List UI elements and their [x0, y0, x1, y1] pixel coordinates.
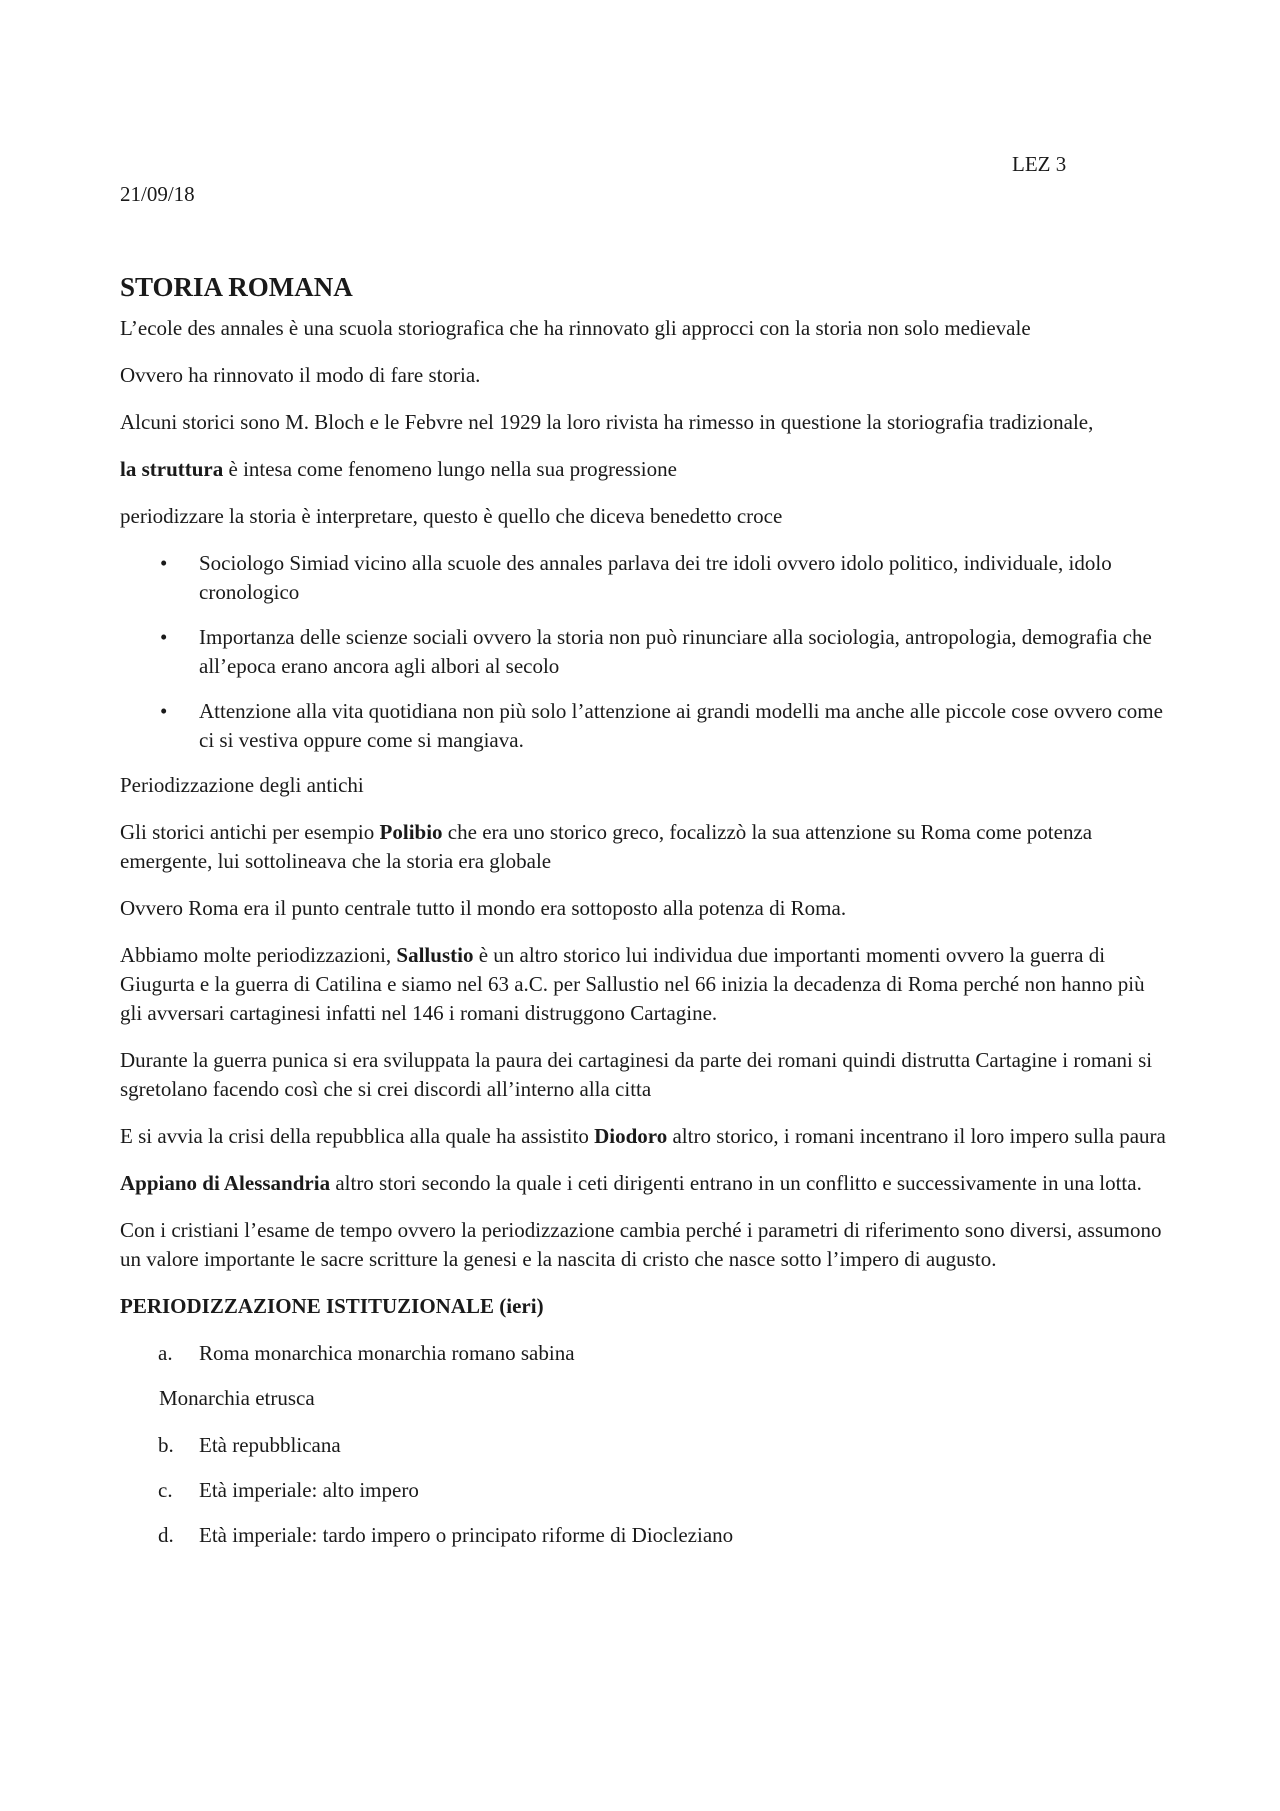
- paragraph-text: E si avvia la crisi della repubblica alla quale ha assistito: [120, 1124, 595, 1148]
- list-item-text: Attenzione alla vita quotidiana non più solo l’attenzione ai grandi modelli ma anche alle piccole cose ovvero come ci si vestiva oppure come si mangiava.: [199, 699, 1163, 752]
- bold-term: Sallustio: [396, 943, 474, 967]
- list-item: [120, 1521, 1170, 1550]
- paragraph: [120, 455, 1170, 484]
- paragraph: [120, 818, 1170, 876]
- paragraph-text: altro stori secondo la quale i ceti dirigenti entrano in un conflitto e successivamente in una lotta.: [330, 1171, 1142, 1195]
- document-body: [120, 270, 1170, 1566]
- list-item-text: Roma monarchica monarchia romano sabina: [199, 1341, 575, 1365]
- lesson-label: LEZ 3: [1012, 152, 1067, 176]
- bullet-icon: •: [160, 699, 168, 723]
- paragraph-text: che era uno storico greco, focalizzò la sua attenzione su Roma come potenza emergente, lui sottolineava che la storia era globale: [120, 820, 1093, 873]
- paragraph-text: Gli storici antichi per esempio: [120, 820, 380, 844]
- section-title: PERIODIZZAZIONE ISTITUZIONALE (ieri): [120, 1294, 544, 1318]
- paragraph-text: è intesa come fenomeno lungo nella sua progressione: [223, 457, 677, 481]
- bold-term: Appiano di Alessandria: [120, 1171, 331, 1195]
- paragraph: L’ecole des annales è una scuola storiografica che ha rinnovato gli approcci con la storia non solo medievale: [120, 316, 1031, 340]
- paragraph: [120, 1169, 1170, 1198]
- list-item: [120, 623, 1170, 681]
- bullet-icon: •: [160, 625, 168, 649]
- bullet-list: [120, 549, 1170, 755]
- list-item-text: Età imperiale: tardo impero o principato riforme di Diocleziano: [199, 1523, 734, 1547]
- paragraph: [120, 941, 1170, 1028]
- paragraph: Durante la guerra punica si era sviluppata la paura dei cartaginesi da parte dei romani quindi distrutta Cartagine i romani si sgretolano facendo così che si crei discordi all’interno alla citta: [120, 1048, 1153, 1101]
- paragraph: Ovvero Roma era il punto centrale tutto il mondo era sottoposto alla potenza di Roma.: [120, 896, 847, 920]
- list-marker: b.: [158, 1433, 174, 1457]
- bold-term: la struttura: [120, 457, 224, 481]
- bold-term: Polibio: [379, 820, 443, 844]
- bullet-icon: •: [160, 551, 168, 575]
- list-marker: a.: [158, 1341, 173, 1365]
- list-item-text: Età imperiale: alto impero: [199, 1478, 419, 1502]
- sub-item: Monarchia etrusca: [159, 1386, 315, 1410]
- page-title: STORIA ROMANA: [120, 272, 353, 302]
- list-item: [120, 697, 1170, 755]
- paragraph: Con i cristiani l’esame de tempo ovvero la periodizzazione cambia perché i parametri di riferimento sono diversi, assumono un valore importante le sacre scritture la genesi e la nascita di cristo che nasce sotto l’impero di augusto.: [120, 1218, 1162, 1271]
- list-item: [120, 1339, 1170, 1368]
- bold-term: Diodoro: [594, 1124, 668, 1148]
- list-item: [120, 1476, 1170, 1505]
- list-item-text: Importanza delle scienze sociali ovvero la storia non può rinunciare alla sociologia, antropologia, demografia che all’epoca erano ancora agli albori al secolo: [199, 625, 1152, 678]
- paragraph: [120, 1122, 1170, 1151]
- paragraph: periodizzare la storia è interpretare, questo è quello che diceva benedetto croce: [120, 504, 783, 528]
- paragraph: Alcuni storici sono M. Bloch e le Febvre nel 1929 la loro rivista ha rimesso in questione la storiografia tradizionale,: [120, 410, 1094, 434]
- list-item-text: Età repubblicana: [199, 1433, 341, 1457]
- list-marker: d.: [158, 1523, 174, 1547]
- period-list: [120, 1431, 1170, 1550]
- list-marker: c.: [158, 1478, 173, 1502]
- list-item: [120, 1431, 1170, 1460]
- paragraph: Ovvero ha rinnovato il modo di fare storia.: [120, 363, 481, 387]
- list-item: [120, 549, 1170, 607]
- date-label: 21/09/18: [120, 182, 195, 206]
- paragraph-text: altro storico, i romani incentrano il loro impero sulla paura: [667, 1124, 1166, 1148]
- list-item-text: Sociologo Simiad vicino alla scuole des annales parlava dei tre idoli ovvero idolo politico, individuale, idolo cronologico: [199, 551, 1112, 604]
- paragraph-text: è un altro storico lui individua due importanti momenti ovvero la guerra di Giugurta e la guerra di Catilina e siamo nel 63 a.C. per Sallustio nel 66 inizia la decadenza di Roma perché non hanno più gli avversari cartaginesi infatti nel 146 i romani distruggono Cartagine.: [120, 943, 1145, 1025]
- period-list: [120, 1339, 1170, 1368]
- paragraph: Periodizzazione degli antichi: [120, 773, 364, 797]
- paragraph-text: Abbiamo molte periodizzazioni,: [120, 943, 397, 967]
